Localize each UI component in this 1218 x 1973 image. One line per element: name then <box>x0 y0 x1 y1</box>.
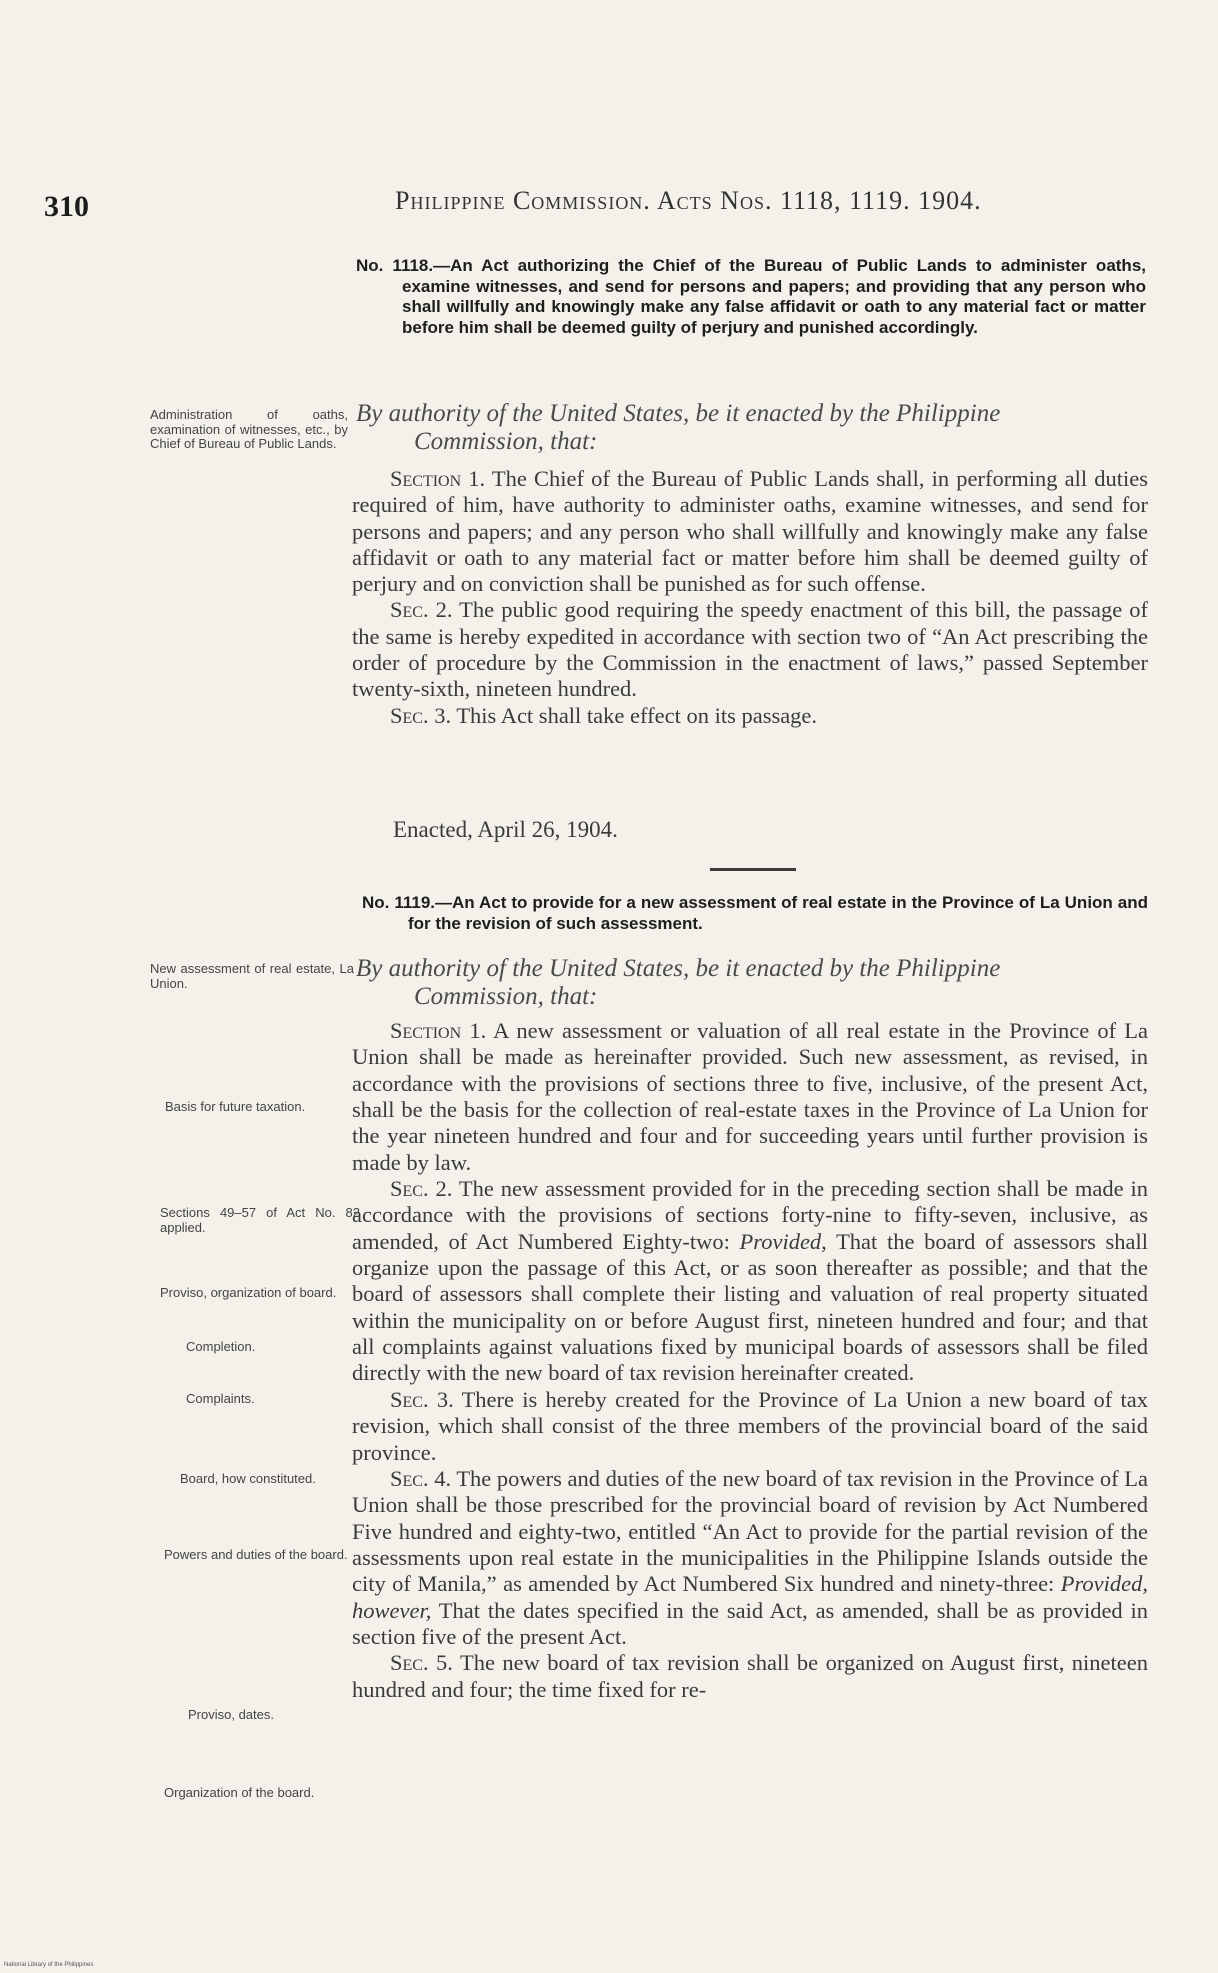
section-text: That the board of assessors shall organize upon the passage of this Act, or as soon thereafter as possible; and that the board of assessors shall complete their listing and valuation of real property situated within the municipality on or before August first, nineteen hundred and four; and that all complaints against valuations fixed by municipal boards of assessors shall be filed directly with the new board of tax revision hereinafter created. <box>352 1228 1149 1386</box>
margin-note-powers-duties: Powers and duties of the board. <box>164 1547 348 1562</box>
section-divider <box>710 868 796 871</box>
margin-note-sections: Sections 49–57 of Act No. 82 applied. <box>160 1205 360 1235</box>
section-label: Section 1. <box>390 1018 487 1043</box>
margin-note-board-constituted: Board, how constituted. <box>180 1471 316 1486</box>
act-1119-section-1 <box>352 1018 1148 1176</box>
section-text: The new assessment provided for in the preceding section shall be made in accordance with the provisions of sections forty-nine to fifty-seven, inclusive, as amended, of Act Numbered Eighty-two: <box>352 1176 1148 1254</box>
section-label: Sec. 4. <box>390 1465 452 1491</box>
section-label: Sec. 2. <box>390 597 453 623</box>
act-1119-section-3 <box>352 1387 1148 1466</box>
margin-note-basis: Basis for future taxation. <box>165 1099 306 1114</box>
section-text: A new assessment or valuation of all real estate in the Province of La Union shall be made as hereinafter provided. Such new assessment, as revised, in accordance with the provisions of sections three to five, inclusive, of the present Act, shall be the basis for the collection of real-estate taxes in the Province of La Union for the year nineteen hundred and four and for succeeding years until further provision is made by law. <box>352 1018 1149 1175</box>
margin-note-new-assessment: New assessment of real estate, La Union. <box>150 961 354 991</box>
section-text: The public good requiring the speedy enactment of this bill, the passage of the same is hereby expedited in accordance with section two of “An Act prescribing the order of procedure by the Commission in the enactment of laws,” passed September twenty-sixth, nineteen hundred. <box>352 597 1148 702</box>
enacting-line-1: By authority of the United States, be it enacted by the Philippine <box>356 955 1001 982</box>
section-text: The new board of tax revision shall be organized on August first, nineteen hundred and four; the time fixed for re- <box>352 1650 1149 1702</box>
act-1118-enacted-date: Enacted, April 26, 1904. <box>393 817 618 842</box>
section-label: Sec. 3. <box>390 1386 454 1412</box>
act-1119-heading <box>362 893 1148 934</box>
proviso: Provided, however, <box>352 1571 1148 1623</box>
section-label: Sec. 2. <box>390 1176 453 1202</box>
margin-note-completion: Completion. <box>186 1339 256 1354</box>
running-head: Philippine Commission. Acts Nos. 1118, 1119. 1904. <box>395 186 982 215</box>
section-text: There is hereby created for the Province of La Union a new board of tax revision, which shall consist of the three members of the provincial board of the said province. <box>352 1386 1149 1465</box>
margin-note-complaints: Complaints. <box>186 1391 255 1406</box>
proviso: Provided, <box>739 1228 827 1254</box>
page-number: 310 <box>44 190 89 223</box>
enacting-line-2: Commission, that: <box>414 983 598 1010</box>
act-1119-body <box>352 1018 1148 1703</box>
act-1118-section-1 <box>352 466 1148 597</box>
act-1118-section-2 <box>352 597 1148 702</box>
act-1119-enacting-clause <box>356 955 1146 1011</box>
enacting-line-2: Commission, that: <box>414 428 598 455</box>
section-text: This Act shall take effect on its passage. <box>456 702 818 728</box>
margin-note-administration: Administration of oaths, examination of witnesses, etc., by Chief of Bureau of Public Lands. <box>150 407 348 451</box>
section-label: Section 1. <box>390 466 486 491</box>
act-1118-title: —An Act authorizing the Chief of the Bureau of Public Lands to administer oaths, examine witnesses, and send for persons and papers; and providing that any person who shall willfully and knowingly make any false affidavit or oath to any material fact or matter before him shall be deemed guilty of perjury and punished accordingly. <box>402 256 1146 337</box>
act-1119-number: No. 1119. <box>362 893 436 912</box>
section-text: The Chief of the Bureau of Public Lands shall, in performing all duties required of him, have authority to administer oaths, examine witnesses, and send for persons and papers; and any person who shall willfully and knowingly make any false affidavit or oath to any material fact or matter before him shall be deemed guilty of perjury and on conviction shall be punished as for such offense. <box>352 466 1149 597</box>
act-1119-section-4 <box>352 1466 1148 1650</box>
act-1118-enacting-clause <box>356 400 1146 456</box>
act-1118-section-3 <box>352 703 1148 729</box>
act-1118-heading <box>356 256 1146 338</box>
footer-credit: National Library of the Philippines <box>4 1962 94 1968</box>
margin-note-proviso-dates: Proviso, dates. <box>188 1707 274 1722</box>
act-1118-number: No. 1118. <box>356 256 434 275</box>
section-text: That the dates specified in the said Act, as amended, shall be as provided in section five of the present Act. <box>352 1597 1148 1649</box>
section-label: Sec. 3. <box>390 702 452 728</box>
section-label: Sec. 5. <box>390 1650 453 1676</box>
act-1119-title: —An Act to provide for a new assessment of real estate in the Province of La Union and for the revision of such assessment. <box>408 893 1149 933</box>
act-1119-section-5 <box>352 1650 1148 1703</box>
enacting-line-1: By authority of the United States, be it enacted by the Philippine <box>356 400 1001 427</box>
margin-note-proviso-organization: Proviso, organization of board. <box>160 1285 337 1300</box>
act-1118-body <box>352 466 1148 729</box>
section-text: The powers and duties of the new board of tax revision in the Province of La Union shall be those prescribed for the provincial board of revision by Act Numbered Five hundred and eighty-two, entitled “An Act to provide for the partial revision of the assessments upon real estate in the municipalities in the Philippine Islands outside the city of Manila,” as amended by Act Numbered Six hundred and ninety-three: <box>352 1465 1148 1597</box>
act-1119-section-2 <box>352 1176 1148 1387</box>
margin-note-organization: Organization of the board. <box>164 1785 315 1800</box>
